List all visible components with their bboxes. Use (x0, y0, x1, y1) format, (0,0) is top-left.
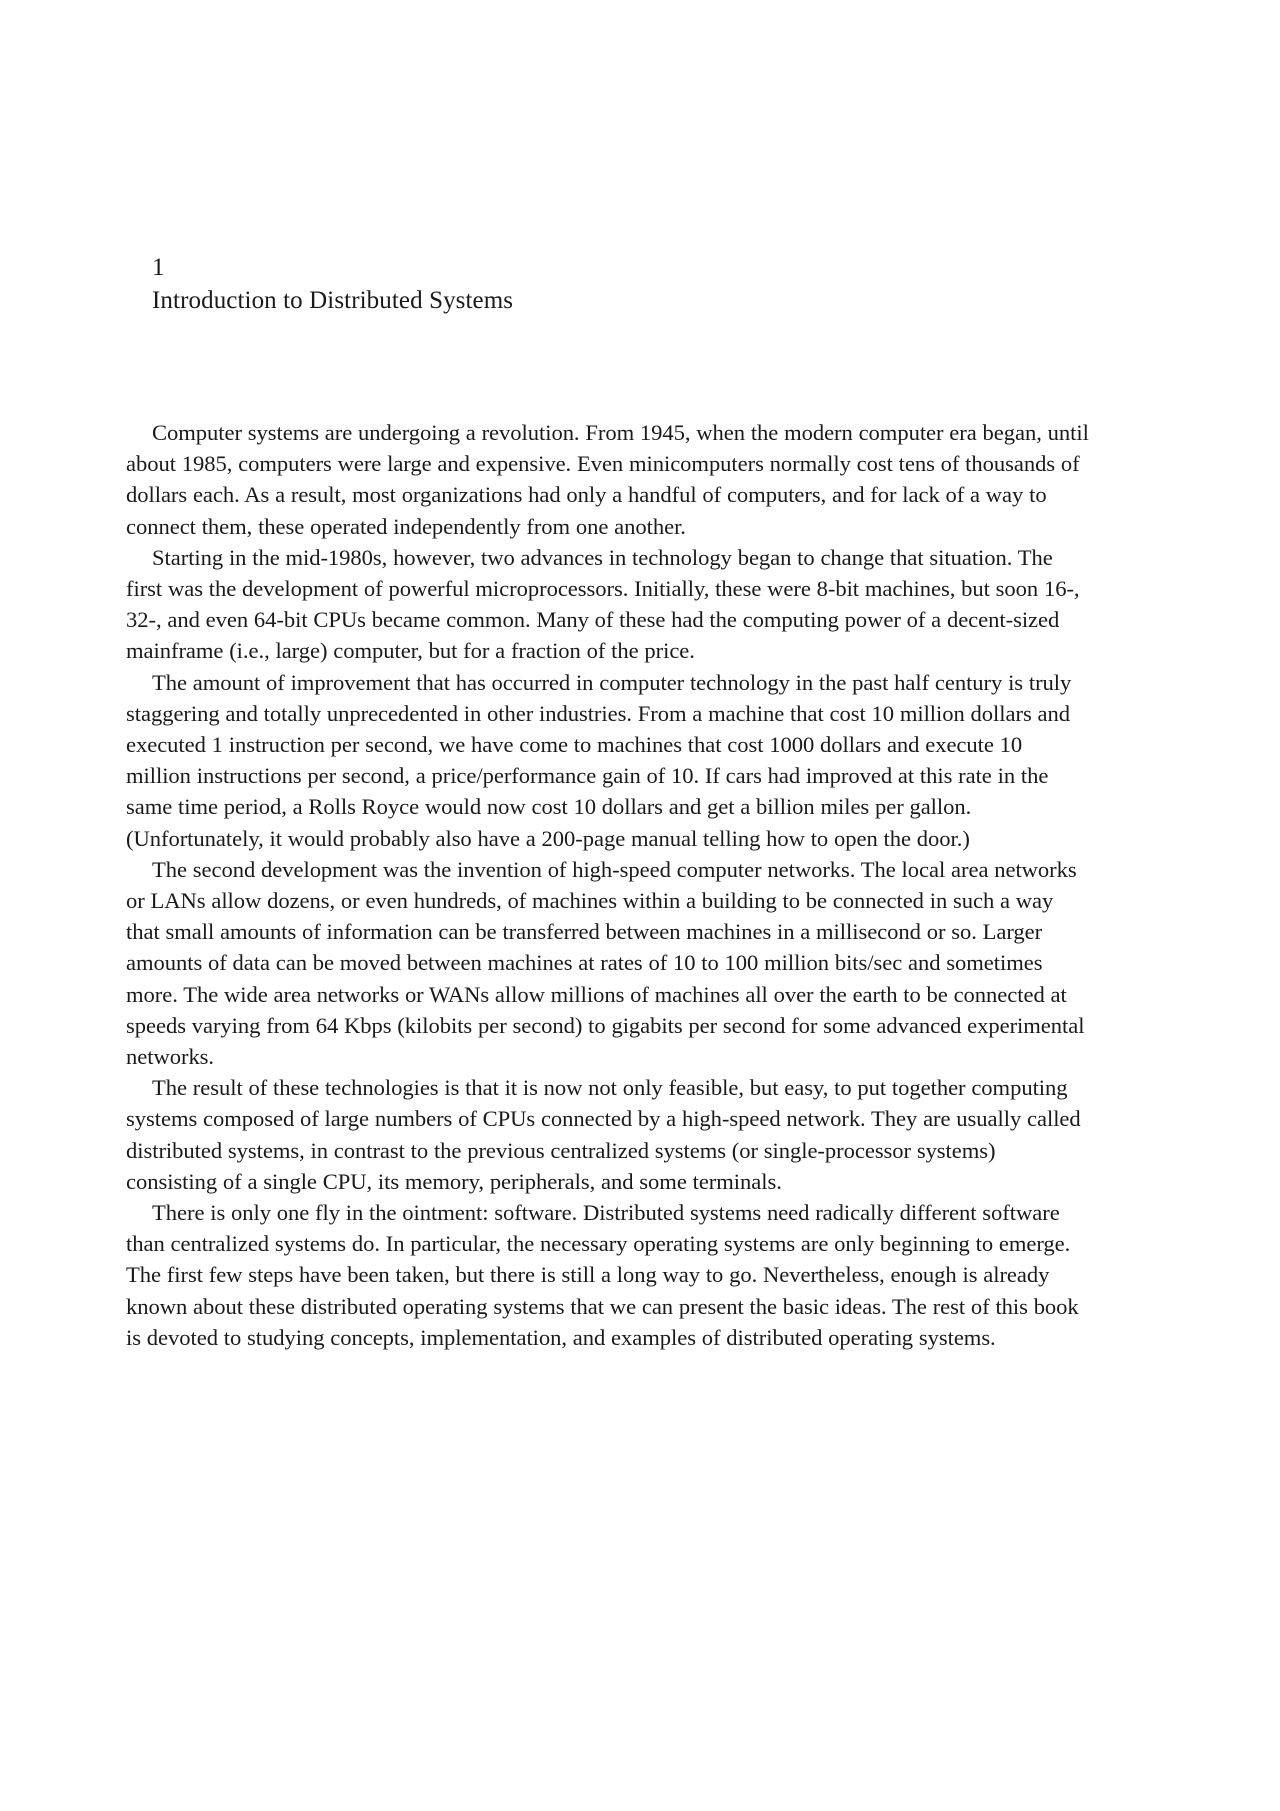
paragraph: The second development was the invention of high-speed computer networks. The local area networks or LANs allow dozens, or even hundreds, of machines within a building to be connected in such a way that small amounts of information can be transferred between machines in a millisecond or so. Larger amounts of data can be moved between machines at rates of 10 to 100 million bits/sec and sometimes more. The wide area networks or WANs allow millions of machines all over the earth to be connected at speeds varying from 64 Kbps (kilobits per second) to gigabits per second for some advanced experimental networks. (126, 856, 1085, 1070)
page-content (126, 252, 1092, 1353)
chapter-number: 1 (152, 254, 165, 281)
chapter-title: Introduction to Distributed Systems (152, 287, 514, 314)
chapter-heading (152, 252, 1092, 317)
paragraph: There is only one fly in the ointment: software. Distributed systems need radically different software than centralized systems do. In particular, the necessary operating systems are only beginning to emerge. The first few steps have been taken, but there is still a long way to go. Nevertheless, enough is already known about these distributed operating systems that we can present the basic ideas. The rest of this book is devoted to studying concepts, implementation, and examples of distributed operating systems. (126, 1200, 1079, 1350)
body-text (126, 417, 1092, 1353)
paragraph: The result of these technologies is that it is now not only feasible, but easy, to put together computing systems composed of large numbers of CPUs connected by a high-speed network. They are usually called distributed systems, in contrast to the previous centralized systems (or single-processor systems) consisting of a single CPU, its memory, peripherals, and some terminals. (126, 1075, 1081, 1194)
paragraph: Computer systems are undergoing a revolution. From 1945, when the modern computer era began, until about 1985, computers were large and expensive. Even minicomputers normally cost tens of thousands of dollars each. As a result, most organizations had only a handful of computers, and for lack of a way to connect them, these operated independently from one another. (126, 420, 1089, 539)
paragraph: The amount of improvement that has occurred in computer technology in the past half century is truly staggering and totally unprecedented in other industries. From a machine that cost 10 million dollars and executed 1 instruction per second, we have come to machines that cost 1000 dollars and execute 10 million instructions per second, a price/performance gain of 10. If cars had improved at this rate in the same time period, a Rolls Royce would now cost 10 dollars and get a billion miles per gallon. (Unfortunately, it would probably also have a 200-page manual telling how to open the door.) (126, 669, 1072, 851)
paragraph: Starting in the mid-1980s, however, two advances in technology began to change that situation. The first was the development of powerful microprocessors. Initially, these were 8-bit machines, but soon 16-, 32-, and even 64-bit CPUs became common. Many of these had the computing power of a decent-sized mainframe (i.e., large) computer, but for a fraction of the price. (126, 544, 1080, 664)
